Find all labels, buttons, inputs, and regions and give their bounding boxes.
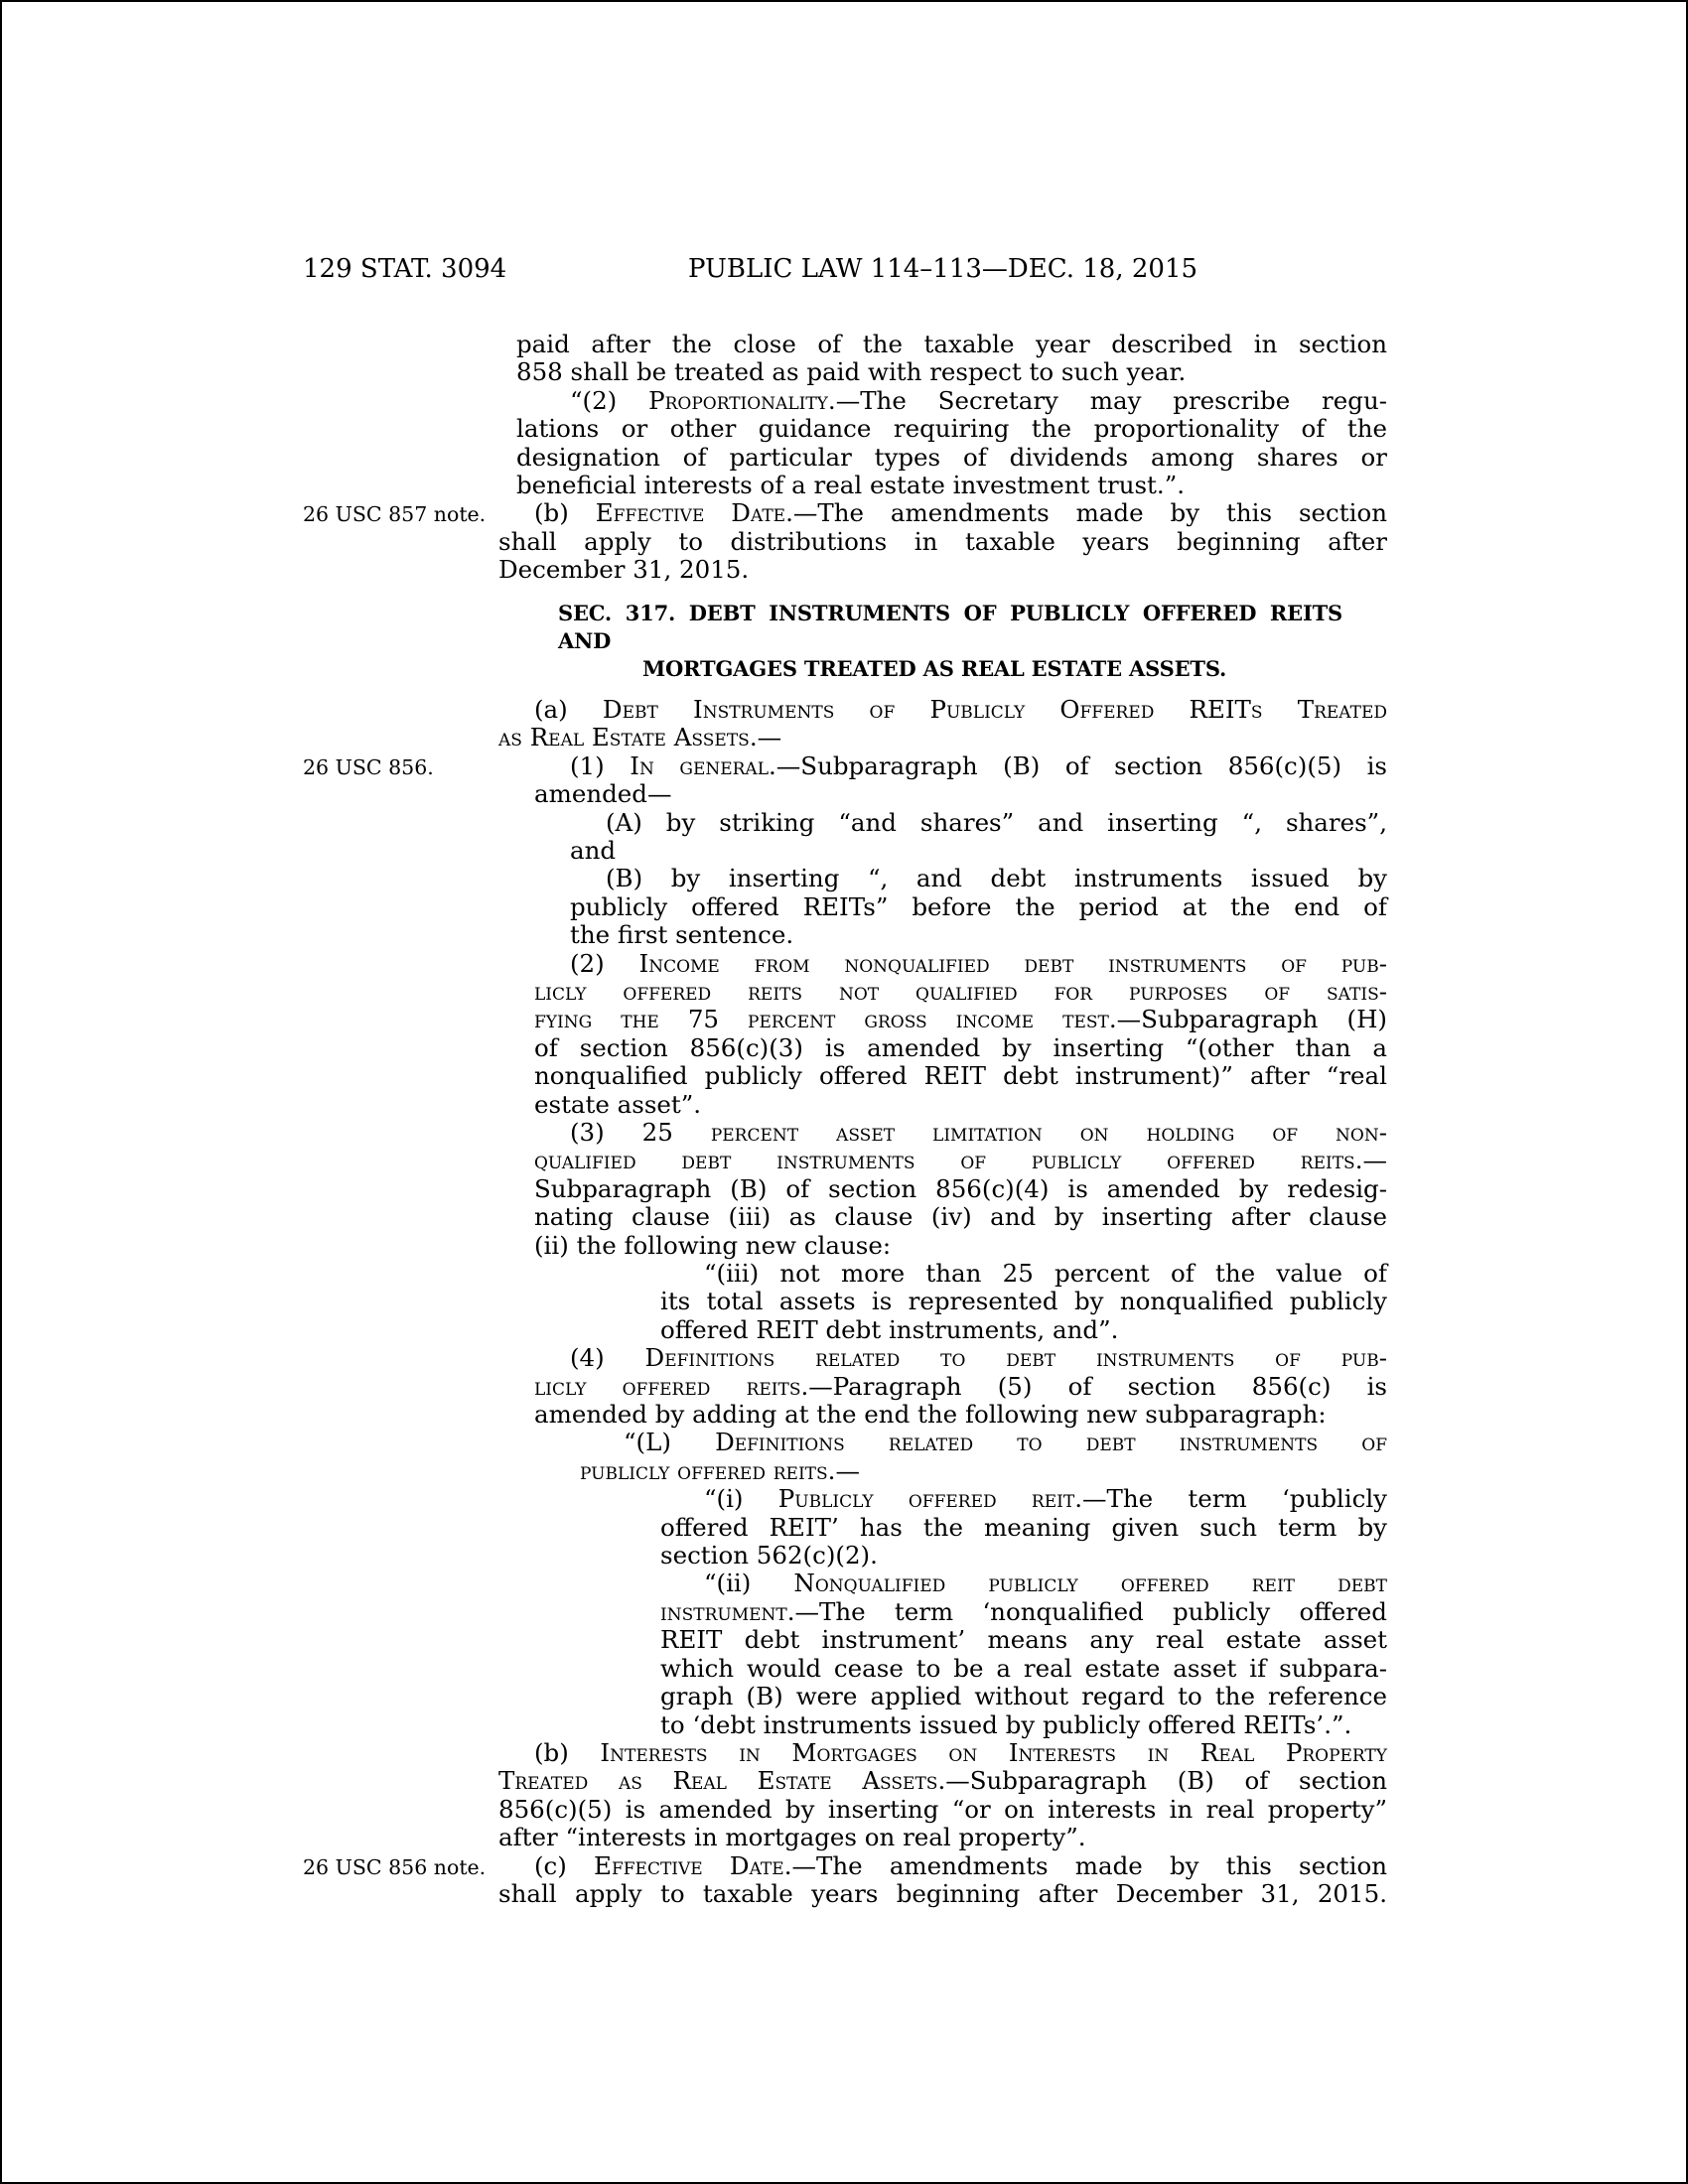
heading-line: MORTGAGES TREATED AS REAL ESTATE ASSETS. <box>642 656 1227 682</box>
text-line: 856(c)(5) is amended by inserting “or on interests in real property” <box>498 1794 1387 1824</box>
paragraph-b-interests-mortgages <box>498 1739 1387 1852</box>
text-line: publicly offered REITs” before the period at the end of <box>570 891 1387 921</box>
text-line: December 31, 2015. <box>498 555 750 585</box>
paragraph-4-definitions <box>534 1344 1387 1429</box>
text-line: designation of particular types of dividends among shares or <box>516 442 1387 472</box>
paragraph-2-proportionality <box>516 387 1387 500</box>
text-line: offered REIT debt instruments, and”. <box>660 1314 1119 1344</box>
text-line: section 562(c)(2). <box>660 1541 878 1570</box>
text-line: the first sentence. <box>570 920 794 950</box>
text-line: Treated as Real Estate Assets.—Subparagraph (B) of section <box>498 1766 1388 1796</box>
paragraph-A-striking <box>570 809 1387 866</box>
text-line: “(iii) not more than 25 percent of the value of <box>704 1259 1387 1288</box>
text-line: Subparagraph (B) of section 856(c)(4) is amended by redesig- <box>534 1173 1387 1203</box>
clause-iii <box>660 1260 1387 1344</box>
text-line: (3) 25 percent asset limitation on holding of non- <box>570 1117 1387 1147</box>
text-line: 858 shall be treated as paid with respect to such year. <box>516 357 1187 387</box>
paragraph-1-in-general <box>303 751 1387 809</box>
sidenote-26-usc-856-note: 26 USC 856 note. <box>303 1854 487 1879</box>
text-line: after “interests in mortgages on real property”. <box>498 1823 1086 1852</box>
text-line: (ii) the following new clause: <box>534 1230 892 1260</box>
text-line: and <box>570 835 617 865</box>
sidenote-26-usc-856: 26 USC 856. <box>303 754 434 779</box>
paragraph-858-continuation <box>516 331 1387 387</box>
text-line: nonqualified publicly offered REIT debt instrument)” after “real <box>534 1061 1387 1091</box>
paragraph-2-income <box>534 950 1387 1119</box>
text-line: estate asset”. <box>534 1089 702 1119</box>
paragraph-3-asset-limitation <box>534 1119 1387 1260</box>
text-line: licly offered reits not qualified for purposes of satis- <box>534 976 1387 1006</box>
paragraph-a-debt-instruments <box>498 696 1387 752</box>
text-line: its total assets is represented by nonqualified publicly <box>660 1287 1387 1316</box>
text-line: nating clause (iii) as clause (iv) and by inserting after clause <box>534 1202 1387 1232</box>
text-line: (2) Income from nonqualified debt instruments of pub- <box>570 948 1388 978</box>
text-line: (B) by inserting “, and debt instruments issued by <box>606 864 1387 893</box>
text-line: (b) Effective Date.—The amendments made by this section <box>534 498 1387 528</box>
text-line: “(ii) Nonqualified publicly offered reit debt <box>704 1569 1388 1598</box>
text-line: “(i) Publicly offered reit.—The term ‘publicly <box>704 1484 1387 1514</box>
text-line: (A) by striking “and shares” and inserting “, shares”, <box>606 807 1387 837</box>
text-line: graph (B) were applied without regard to the reference <box>660 1682 1387 1711</box>
text-line: amended— <box>534 779 672 809</box>
sidenote-26-usc-857: 26 USC 857 note. <box>303 502 487 527</box>
text-line: qualified debt instruments of publicly offered reits.— <box>534 1146 1387 1175</box>
text-line: beneficial interests of a real estate investment trust.”. <box>516 471 1186 500</box>
text-line: “(L) Definitions related to debt instruments of <box>624 1428 1387 1457</box>
page-number-stat: 129 STAT. 3094 <box>303 254 507 284</box>
text-line: REIT debt instrument’ means any real estate asset <box>660 1625 1387 1655</box>
text-line: offered REIT’ has the meaning given such term by <box>660 1512 1387 1542</box>
text-line: shall apply to distributions in taxable years beginning after <box>498 526 1387 556</box>
text-line: of section 856(c)(3) is amended by inserting “(other than a <box>534 1032 1387 1062</box>
text-line: amended by adding at the end the following new subparagraph: <box>534 1400 1327 1430</box>
subparagraph-L <box>580 1429 1387 1485</box>
text-line: which would cease to be a real estate asset if subpara- <box>660 1653 1387 1683</box>
text-line: licly offered reits.—Paragraph (5) of section 856(c) is <box>534 1371 1387 1401</box>
section-317-heading <box>558 600 1342 684</box>
text-line: (1) In general.—Subparagraph (B) of section 856(c)(5) is <box>570 751 1387 780</box>
text-line: lations or other guidance requiring the proportionality of the <box>516 414 1387 444</box>
text-line: to ‘debt instruments issued by publicly offered REITs’.”. <box>660 1709 1352 1739</box>
text-line: (a) Debt Instruments of Publicly Offered REITs Treated <box>534 694 1388 724</box>
text-line: (4) Definitions related to debt instruments of pub- <box>570 1343 1387 1373</box>
text-line: as Real Estate Assets.— <box>498 723 782 752</box>
clause-i-publicly-offered-reit <box>660 1485 1387 1570</box>
paragraph-c-effective-date <box>303 1850 1387 1909</box>
text-line: “(2) Proportionality.—The Secretary may prescribe regu- <box>570 385 1387 415</box>
heading-line: SEC. 317. DEBT INSTRUMENTS OF PUBLICLY OFFERED REITS AND <box>558 600 1342 654</box>
text-line: (c) Effective Date.—The amendments made by this section <box>534 1850 1387 1880</box>
text-line: paid after the close of the taxable year described in section <box>516 330 1387 358</box>
text-line: shall apply to taxable years beginning after December 31, 2015. <box>498 1878 1387 1908</box>
statute-text-column <box>303 330 1388 1908</box>
text-line: (b) Interests in Mortgages on Interests in Real Property <box>534 1737 1387 1767</box>
paragraph-B-inserting <box>570 865 1387 949</box>
clause-ii-nonqualified <box>660 1570 1387 1738</box>
running-head-law-title: PUBLIC LAW 114–113—DEC. 18, 2015 <box>687 254 1198 284</box>
text-line: instrument.—The term ‘nonqualified publicly offered <box>660 1596 1387 1626</box>
text-line: publicly offered reits.— <box>580 1455 860 1485</box>
paragraph-b-effective-date <box>303 498 1387 585</box>
text-line: fying the 75 percent gross income test.—Subparagraph (H) <box>534 1005 1387 1034</box>
